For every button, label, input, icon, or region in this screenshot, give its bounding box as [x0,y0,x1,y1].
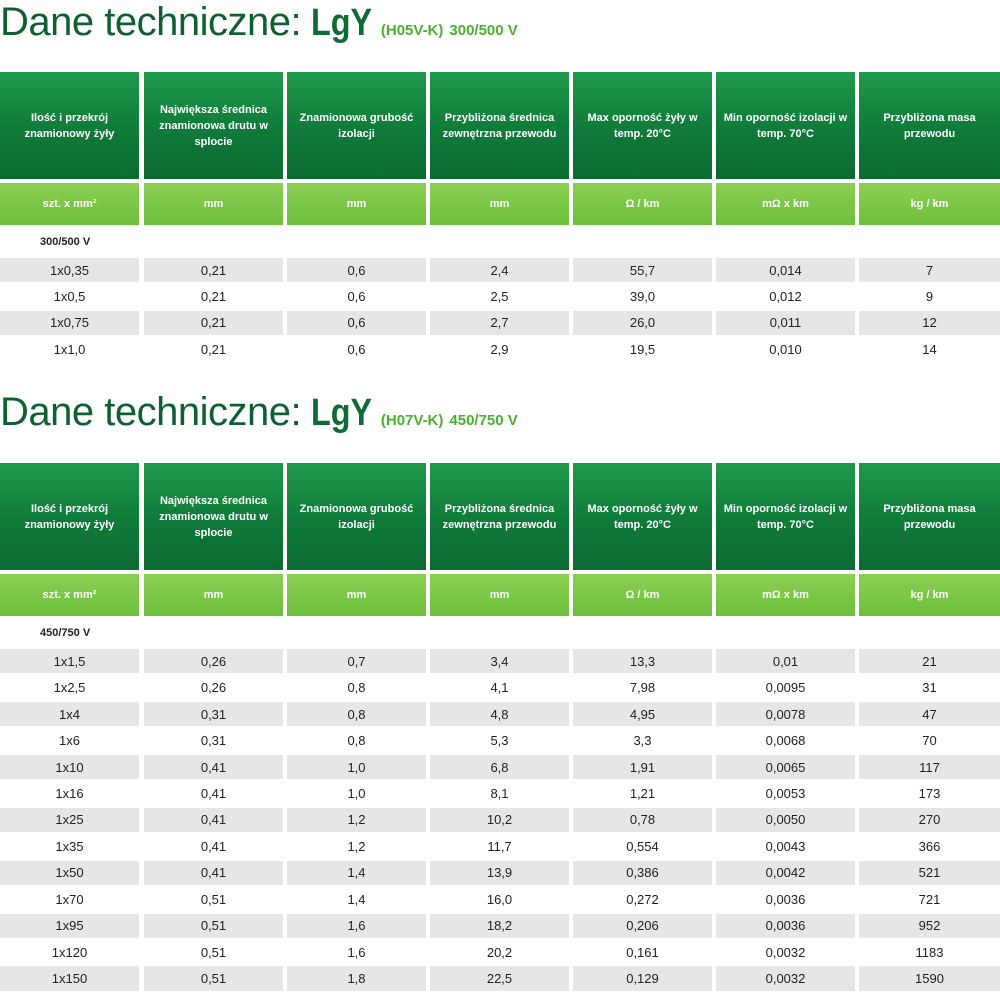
table-cell: 0,129 [573,966,712,990]
table-cell: 1x4 [0,702,139,726]
table-cell: 952 [859,914,1000,938]
table-cell: 1,21 [629,785,656,801]
table-row [0,702,1000,726]
table-row [0,808,1000,832]
table-cell: 0,0042 [716,861,855,885]
table-cell: 0,014 [716,258,855,282]
table-cell: 0,21 [144,311,283,335]
table-row [0,940,1000,964]
table-cell: 0,41 [144,755,283,779]
title-main: Dane techniczne: [0,390,302,434]
table-row [0,755,1000,779]
table-cell: 4,8 [430,702,569,726]
table-cell: 12 [859,311,1000,335]
table-cell: 7,98 [629,680,656,696]
table-cell: 1x0,75 [0,311,139,335]
table-cell: 1,6 [347,944,366,960]
table-cell: 31 [922,680,937,696]
table-cell: 2,9 [490,341,509,357]
unit-cell: szt. x mm² [0,574,139,616]
table-row [0,966,1000,990]
table-cell: 1x120 [51,944,88,960]
table-2-title [0,390,518,440]
table-cell: 11,7 [487,838,512,854]
table-cell: 1x2,5 [53,680,86,696]
table-cell: 1590 [859,966,1000,990]
table-row [0,834,1000,858]
table-cell: 0,0032 [716,966,855,990]
title-brand: LgY [311,2,373,44]
title-brand: LgY [311,392,373,434]
table-cell: 0,0078 [716,702,855,726]
table-cell: 0,8 [347,733,366,749]
table-row [0,781,1000,805]
title-voltage: 450/750 V [449,412,518,429]
table-cell: 18,2 [430,914,569,938]
table-cell: 1x35 [55,838,84,854]
table-cell: 0,6 [347,341,366,357]
table-cell: 2,5 [490,288,509,304]
column-header: Znamionowa grubość izolacji [287,72,426,179]
table-cell: 4,1 [490,680,509,696]
table-cell: 173 [918,785,941,801]
table-cell: 22,5 [430,966,569,990]
table-cell: 3,3 [633,733,652,749]
table-cell: 1x16 [55,785,84,801]
table-cell: 0,6 [287,311,426,335]
table-cell: 0,010 [769,341,802,357]
table-cell: 1,4 [287,861,426,885]
table-row [0,728,1000,752]
table-cell: 21 [859,649,1000,673]
table-cell: 16,0 [486,891,513,907]
table-cell: 1x50 [0,861,139,885]
title-main: Dane techniczne: [0,0,302,44]
table-cell: 39,0 [629,288,656,304]
table-cell: 0,21 [200,288,227,304]
table-cell: 1,6 [287,914,426,938]
table-cell: 2,4 [430,258,569,282]
table-cell: 0,41 [200,838,227,854]
table-cell: 0,26 [144,649,283,673]
table-cell: 0,0050 [716,808,855,832]
table-cell: 7 [859,258,1000,282]
table-cell: 1183 [915,944,944,960]
table-row [0,284,1000,308]
unit-cell: mΩ x km [716,574,855,616]
table-cell: 1,0 [287,755,426,779]
table-cell: 1x0,5 [53,288,86,304]
unit-cell: mm [287,574,426,616]
table-cell: 0,01 [716,649,855,673]
table-cell: 0,7 [287,649,426,673]
table-cell: 0,41 [144,861,283,885]
table-cell: 0,0036 [765,891,806,907]
table-cell: 1,8 [287,966,426,990]
table-cell: 2,7 [430,311,569,335]
table-cell: 0,0032 [765,944,806,960]
header-row [0,72,1000,179]
table-cell: 0,26 [200,680,227,696]
table-cell: 0,554 [626,838,659,854]
table-cell: 1,4 [347,891,366,907]
table-cell: 8,1 [490,785,509,801]
column-header: Największa średnica znamionowa drutu w splocie [144,72,283,179]
header-row [0,463,1000,570]
table-cell: 0,21 [144,258,283,282]
voltage-section-label: 300/500 V [40,236,91,248]
table-cell: 1x1,0 [53,341,86,357]
table-cell: 0,272 [626,891,659,907]
table-cell: 0,0036 [716,914,855,938]
unit-cell: szt. x mm² [0,183,139,225]
table-cell: 3,4 [430,649,569,673]
table-cell: 6,8 [430,755,569,779]
column-header: Max oporność żyły w temp. 20°C [573,72,712,179]
unit-cell: kg / km [859,183,1000,225]
table-row [0,914,1000,938]
table-cell: 1x95 [0,914,139,938]
table-cell: 0,0068 [765,733,806,749]
table-cell: 0,31 [200,733,227,749]
table-cell: 1,2 [347,838,366,854]
table-row [0,861,1000,885]
voltage-section-label: 450/750 V [40,627,91,639]
column-header: Min oporność izolacji w temp. 70°C [716,72,855,179]
table-row [0,337,1000,361]
column-header: Największa średnica znamionowa drutu w splocie [144,463,283,570]
column-header: Przybliżona średnica zewnętrzna przewodu [430,463,569,570]
table-cell: 0,011 [716,311,855,335]
table-cell: 70 [922,733,937,749]
column-header: Ilość i przekrój znamionowy żyły [0,463,139,570]
unit-cell: mΩ x km [716,183,855,225]
table-cell: 1,2 [287,808,426,832]
table-cell: 270 [859,808,1000,832]
table-cell: 9 [925,288,934,304]
table-cell: 0,51 [200,944,227,960]
table-cell: 366 [918,838,941,854]
unit-cell: mm [430,574,569,616]
table-cell: 0,51 [144,966,283,990]
table-cell: 1,91 [573,755,712,779]
title-code: (H05V-K) [380,22,444,39]
column-header: Min oporność izolacji w temp. 70°C [716,463,855,570]
table-cell: 0,012 [769,288,802,304]
table-cell: 0,31 [144,702,283,726]
table-cell: 0,41 [200,785,227,801]
unit-cell: mm [430,183,569,225]
units-row [0,574,1000,616]
table-cell: 13,3 [573,649,712,673]
table-cell: 0,41 [144,808,283,832]
title-code: (H07V-K) [380,412,444,429]
table-cell: 1,0 [347,785,366,801]
table-cell: 1x25 [0,808,139,832]
column-header: Przybliżona masa przewodu [859,463,1000,570]
table-cell: 0,386 [573,861,712,885]
table-row [0,311,1000,335]
table-cell: 117 [859,755,1000,779]
table-cell: 1x10 [0,755,139,779]
unit-cell: mm [144,183,283,225]
table-cell: 0,0095 [765,680,806,696]
table-cell: 1x1,5 [0,649,139,673]
unit-cell: mm [287,183,426,225]
table-cell: 0,21 [200,341,227,357]
column-header: Przybliżona średnica zewnętrzna przewodu [430,72,569,179]
table-cell: 1x6 [59,733,80,749]
table-cell: 0,51 [144,914,283,938]
table-cell: 721 [918,891,941,907]
table-cell: 0,6 [287,258,426,282]
unit-cell: Ω / km [573,574,712,616]
unit-cell: kg / km [859,574,1000,616]
table-row [0,649,1000,673]
table-row [0,258,1000,282]
table-cell: 19,5 [629,341,656,357]
table-cell: 1x70 [55,891,84,907]
table-cell: 1x0,35 [0,258,139,282]
column-header: Znamionowa grubość izolacji [287,463,426,570]
table-cell: 55,7 [573,258,712,282]
table-cell: 0,161 [626,944,659,960]
table-cell: 10,2 [430,808,569,832]
column-header: Ilość i przekrój znamionowy żyły [0,72,139,179]
unit-cell: Ω / km [573,183,712,225]
unit-cell: mm [144,574,283,616]
table-1-title [0,0,518,50]
table-cell: 4,95 [573,702,712,726]
table-cell: 0,0043 [765,838,806,854]
table-row [0,675,1000,699]
table-cell: 0,206 [573,914,712,938]
table-cell: 0,8 [347,680,366,696]
table-cell: 0,0065 [716,755,855,779]
table-cell: 0,6 [347,288,366,304]
column-header: Przybliżona masa przewodu [859,72,1000,179]
table-cell: 0,78 [573,808,712,832]
table-cell: 0,51 [200,891,227,907]
table-cell: 47 [859,702,1000,726]
table-cell: 0,8 [287,702,426,726]
table-cell: 521 [859,861,1000,885]
units-row [0,183,1000,225]
table-cell: 20,2 [486,944,513,960]
title-voltage: 300/500 V [449,22,518,39]
table-cell: 13,9 [430,861,569,885]
table-cell: 26,0 [573,311,712,335]
column-header: Max oporność żyły w temp. 20°C [573,463,712,570]
table-cell: 1x150 [0,966,139,990]
table-cell: 0,0053 [765,785,806,801]
table-row [0,887,1000,911]
table-cell: 5,3 [490,733,509,749]
table-cell: 14 [922,341,937,357]
